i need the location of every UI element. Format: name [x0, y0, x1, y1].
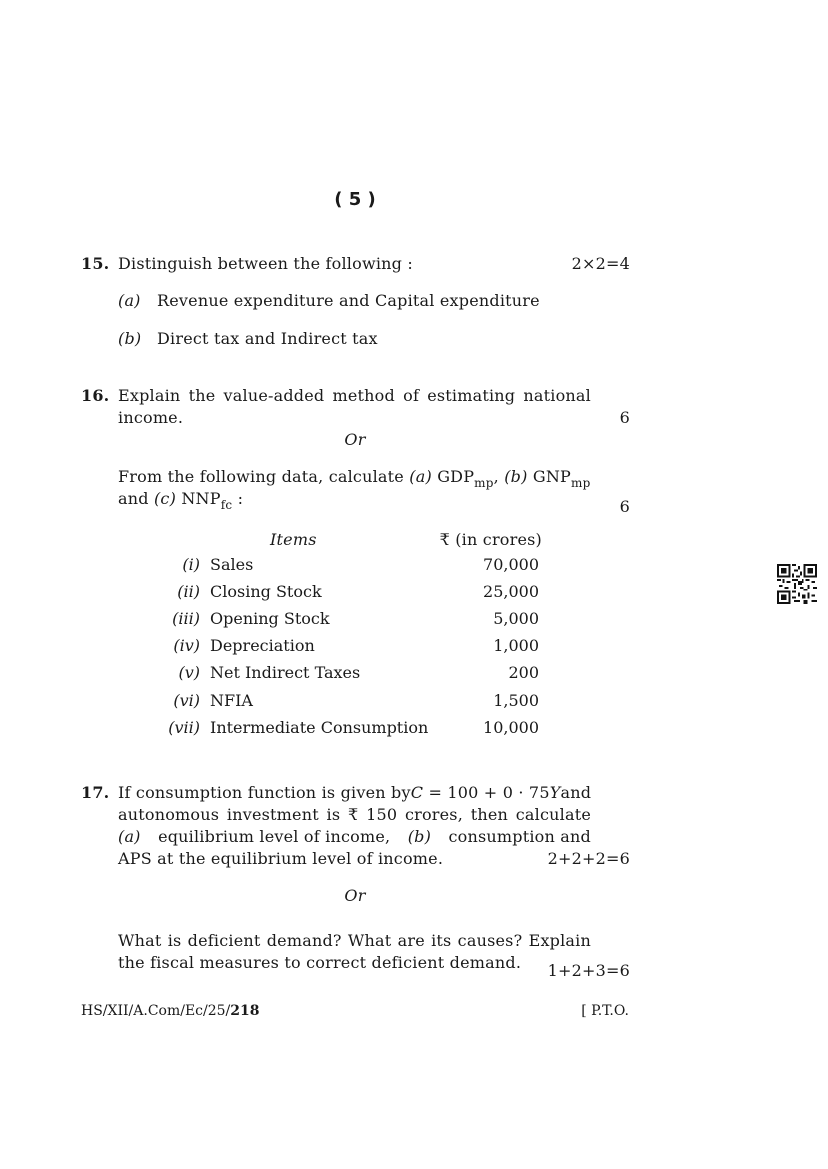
marks: 6: [619, 497, 630, 516]
row-item: Sales: [210, 554, 254, 574]
gnp-term: $GNP_{mp}$: [532, 467, 591, 490]
row-item: Closing Stock: [210, 581, 322, 601]
row-item: Net Indirect Taxes: [210, 663, 361, 683]
part-label: (c): [153, 489, 177, 508]
part-label: (a): [409, 467, 432, 486]
question-alt-text: From the following data, calculate (a) $GDP_{mp}$, (b) $GNP_{mp}$: [118, 467, 591, 490]
part-label: (b): [504, 467, 528, 486]
colon: :: [237, 489, 244, 508]
page-number: ( 5 ): [334, 189, 376, 210]
question-text: [118, 826, 591, 848]
part-label: (a): [118, 827, 141, 846]
and-word: and: [118, 489, 149, 508]
question-alt-text: What is deficient demand? What are its causes? Explain: [118, 931, 591, 950]
question-text: Explain the value-added method of estimating national: [118, 386, 591, 405]
q17-line1-post: and: [560, 783, 592, 802]
row-number: (iii): [172, 608, 200, 628]
table-row: [160, 714, 539, 741]
pto-label: [ P.T.O.: [581, 1003, 629, 1019]
row-item: NFIA: [210, 690, 253, 710]
question-text: Distinguish between the following :: [118, 254, 413, 273]
question-alt-text: [118, 488, 243, 511]
consumption-equation: C = 100 + 0 · 75Y: [410, 783, 561, 802]
gdp-term: $GDP_{mp}$: [437, 467, 494, 490]
row-number: (i): [182, 554, 200, 574]
table-row: [160, 660, 539, 687]
question-text: income.: [118, 408, 184, 427]
table-row: [160, 578, 539, 605]
row-value: 200: [508, 663, 539, 683]
part-text: Direct tax and Indirect tax: [157, 329, 378, 348]
row-value: 10,000: [483, 717, 539, 737]
marks: 2×2=4: [571, 254, 630, 273]
question-text: [118, 782, 591, 804]
part-label: (a): [118, 291, 141, 310]
part-text: Revenue expenditure and Capital expenditure: [157, 291, 540, 310]
marks: 1+2+3=6: [547, 961, 630, 980]
table-header-items: Items: [270, 530, 317, 549]
table-row: [160, 687, 539, 714]
table-row: [160, 605, 539, 632]
row-number: (vi): [173, 690, 200, 710]
question-number: 15.: [81, 254, 110, 273]
question-number: 17.: [81, 783, 110, 802]
row-number: (v): [178, 663, 200, 683]
question-text: autonomous investment is ₹ 150 crores, then calculate: [118, 805, 591, 824]
q17-line3-post: consumption and: [448, 827, 591, 846]
table-row: [160, 551, 539, 578]
row-number: (vii): [168, 717, 200, 737]
paper-code: [81, 1001, 260, 1021]
marks: 2+2+2=6: [547, 849, 630, 868]
part-label: (b): [407, 827, 432, 846]
row-value: 70,000: [483, 554, 539, 574]
row-item: Depreciation: [210, 636, 315, 656]
nnp-term: $NNP_{fc}$: [181, 489, 233, 512]
q17-line3-mid: equilibrium level of income,: [158, 827, 391, 846]
paper-code-prefix: HS/XII/A.Com/Ec/25/: [81, 1003, 231, 1019]
data-table: [160, 551, 539, 741]
table-row: [160, 633, 539, 660]
question-number: 16.: [81, 386, 110, 405]
question-alt-text: the fiscal measures to correct deficient demand.: [118, 953, 522, 972]
marks: 6: [619, 408, 630, 427]
row-number: (iv): [173, 636, 200, 656]
part-label: (b): [118, 329, 142, 348]
row-item: Opening Stock: [210, 608, 330, 628]
or-separator: Or: [344, 886, 366, 905]
row-value: 1,500: [493, 690, 539, 710]
row-value: 5,000: [493, 608, 539, 628]
row-value: 25,000: [483, 581, 539, 601]
alt-intro: From the following data, calculate: [118, 467, 404, 486]
paper-code-number: 218: [230, 1003, 260, 1019]
question-text: APS at the equilibrium level of income.: [118, 849, 444, 868]
row-value: 1,000: [493, 636, 539, 656]
table-header-value: ₹ (in crores): [439, 530, 542, 549]
qr-code-icon: [777, 564, 817, 604]
row-item: Intermediate Consumption: [210, 717, 429, 737]
row-number: (ii): [177, 581, 200, 601]
q17-line1-pre: If consumption function is given by: [118, 783, 411, 802]
or-separator: Or: [344, 430, 366, 449]
